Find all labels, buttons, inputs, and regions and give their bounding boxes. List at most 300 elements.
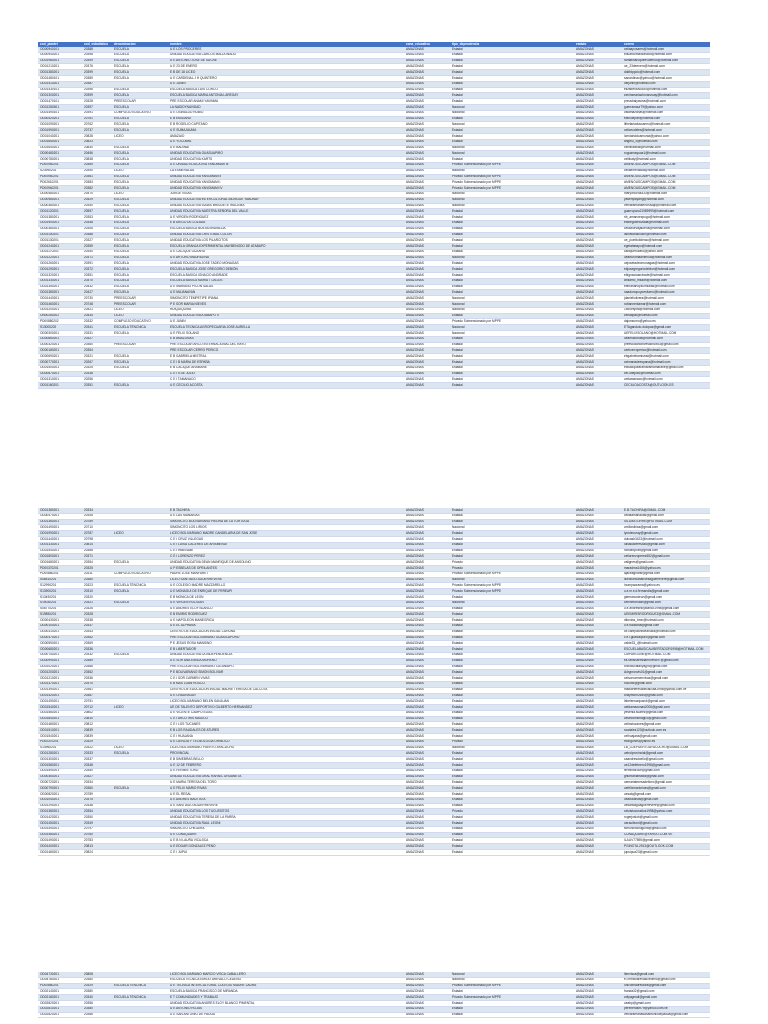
cell-nombre: ESCUELA BASICA MARIA ANTONIA LAREGAY bbox=[168, 93, 404, 99]
cell-correo: lyordecuray@gmail.com bbox=[622, 531, 710, 537]
cell-correo: ueabp@gmail.com bbox=[622, 1000, 710, 1006]
cell-tipo-dependencia: Estadal bbox=[450, 116, 574, 122]
table-body bbox=[38, 47, 710, 389]
cell-zona-educativa: AMAZONAS bbox=[404, 850, 450, 856]
cell-denominacion: ESCUELA bbox=[112, 267, 168, 273]
cell-denominacion: ESCUELA bbox=[112, 273, 168, 279]
cell-denominacion: ESCUELA bbox=[112, 226, 168, 232]
cell-estado: AMAZONAS bbox=[574, 774, 622, 780]
cell-cod-estadistico: 20370 bbox=[82, 681, 112, 687]
cell-cod-estadistico: 20328 bbox=[82, 612, 112, 618]
cell-nombre: C E I HUAJANA bbox=[168, 734, 404, 740]
cell-nombre: UNIDAD EDUCATIVA TERESA DE LA PARRA bbox=[168, 815, 404, 821]
cell-cod-estadistico: 20429 bbox=[82, 197, 112, 203]
cell-tipo-dependencia: Estadal bbox=[450, 676, 574, 682]
cell-correo: uesantiagoaguerrevere@gmail.com bbox=[622, 803, 710, 809]
cell-estado: AMAZONAS bbox=[574, 168, 622, 174]
cell-cod-estadistico: 20340 bbox=[82, 249, 112, 255]
cell-cod-estadistico: 20331 bbox=[82, 331, 112, 337]
cell-estado: AMAZONAS bbox=[574, 600, 622, 606]
cell-zona-educativa: AMAZONAS bbox=[404, 594, 450, 600]
cell-estado: AMAZONAS bbox=[574, 110, 622, 116]
cell-nombre: UNIDAD EDUCATIVA NUESTRA SEÑORA DEL VALLE bbox=[168, 209, 404, 215]
cell-zona-educativa: AMAZONAS bbox=[404, 670, 450, 676]
cell-zona-educativa: AMAZONAS bbox=[404, 360, 450, 366]
cell-denominacion: ESCUELA bbox=[112, 186, 168, 192]
cell-correo: veniaramariasanantoniodepadua@gmail.com bbox=[622, 1012, 710, 1018]
cell-cod-plantel: OD01040201 bbox=[38, 797, 82, 803]
cell-estado: AMAZONAS bbox=[574, 220, 622, 226]
cell-estado: AMAZONAS bbox=[574, 995, 622, 1001]
cell-nombre: U E VIRGEN RODRIGUEZ bbox=[168, 215, 404, 221]
cell-tipo-dependencia: Nacional bbox=[450, 168, 574, 174]
cell-cod-plantel: S14960201 bbox=[38, 745, 82, 751]
cell-cod-plantel: OD01330201 bbox=[38, 278, 82, 284]
cell-zona-educativa: AMAZONAS bbox=[404, 995, 450, 1001]
cell-cod-estadistico: 20396 bbox=[82, 87, 112, 93]
cell-cod-plantel: OD00100201 bbox=[38, 623, 82, 629]
cell-nombre: E B LOS RAUDALES DE ATURES bbox=[168, 728, 404, 734]
cell-cod-plantel: OD00940101 bbox=[38, 47, 82, 52]
cell-tipo-dependencia: Nacional bbox=[450, 110, 574, 116]
cell-cod-plantel: OD01290201 bbox=[38, 803, 82, 809]
cell-correo: cenlnmoroliar@gmail.com bbox=[622, 600, 710, 606]
cell-nombre: E B SIMEBRAS BELLO bbox=[168, 757, 404, 763]
cell-tipo-dependencia: Privado Subvencionado por MPPE bbox=[450, 583, 574, 589]
cell-cod-plantel: OD01410201 bbox=[38, 81, 82, 87]
cell-cod-plantel: OD01990201 bbox=[38, 128, 82, 134]
table-body bbox=[38, 508, 710, 855]
cell-tipo-dependencia: Estadal bbox=[450, 821, 574, 827]
cell-cod-plantel: OD01380201 bbox=[38, 215, 82, 221]
cell-denominacion: LICEO bbox=[112, 745, 168, 751]
cell-cod-estadistico: 20329 bbox=[82, 983, 112, 989]
cell-zona-educativa: AMAZONAS bbox=[404, 508, 450, 513]
cell-cod-estadistico: 20380 bbox=[82, 989, 112, 995]
cell-denominacion: ESCUELA bbox=[112, 278, 168, 284]
cell-cod-plantel: S08770201 bbox=[38, 606, 82, 612]
cell-estado: AMAZONAS bbox=[574, 792, 622, 798]
cell-cod-estadistico: 20737 bbox=[82, 128, 112, 134]
cell-estado: AMAZONAS bbox=[574, 232, 622, 238]
cell-cod-plantel: OD01240201 bbox=[38, 244, 82, 250]
cell-estado: AMAZONAS bbox=[574, 139, 622, 145]
cell-denominacion: ESCUELA bbox=[112, 203, 168, 209]
cell-correo: franda32@gmail.com bbox=[622, 989, 710, 995]
cell-tipo-dependencia: Estadal bbox=[450, 267, 574, 273]
cell-correo: ceilostucanes@gmail.com bbox=[622, 722, 710, 728]
cell-zona-educativa: AMAZONAS bbox=[404, 93, 450, 99]
cell-cod-estadistico: 20389 bbox=[82, 75, 112, 81]
cell-zona-educativa: AMAZONAS bbox=[404, 255, 450, 261]
cell-tipo-dependencia: Estadal bbox=[450, 232, 574, 238]
cell-tipo-dependencia: Estadal bbox=[450, 128, 574, 134]
cell-correo: grlurbanlartawa@gmail.com bbox=[622, 774, 710, 780]
cell-estado: AMAZONAS bbox=[574, 186, 622, 192]
cell-correo: uearturomadrilenua@hotmail.com bbox=[622, 255, 710, 261]
cell-cod-estadistico: 20371 bbox=[82, 255, 112, 261]
cell-nombre: E B GABRIELA MISTRAL bbox=[168, 354, 404, 360]
cell-cod-plantel: OD01020201 bbox=[38, 664, 82, 670]
cell-zona-educativa: AMAZONAS bbox=[404, 768, 450, 774]
cell-correo: AMENOUSCAMPOS@GMAIL.COM bbox=[622, 162, 710, 168]
cell-denominacion: ESCUELA bbox=[112, 47, 168, 52]
cell-denominacion: ESCUELA bbox=[112, 209, 168, 215]
cell-tipo-dependencia: Estadal bbox=[450, 786, 574, 792]
cell-cod-plantel: OD01540201 bbox=[38, 548, 82, 554]
cell-estado: AMAZONAS bbox=[574, 838, 622, 844]
cell-cod-estadistico: 20762 bbox=[82, 122, 112, 128]
cell-tipo-dependencia: Estadal bbox=[450, 365, 574, 371]
cell-cod-plantel: OD00980201 bbox=[38, 197, 82, 203]
cell-nombre: U E YOCOIMA bbox=[168, 139, 404, 145]
cell-estado: AMAZONAS bbox=[574, 681, 622, 687]
cell-cod-estadistico: 20387 bbox=[82, 81, 112, 87]
cell-cod-estadistico: 20789 bbox=[82, 792, 112, 798]
cell-nombre: C E I 5 DE JULIO bbox=[168, 371, 404, 377]
cell-zona-educativa: AMAZONAS bbox=[404, 267, 450, 273]
cell-correo: maradma1454@yahoo.es bbox=[622, 565, 710, 571]
cell-cod-estadistico: 20391 bbox=[82, 110, 112, 116]
cell-denominacion: ESCUELA bbox=[112, 162, 168, 168]
cell-nombre: LA ESMERALDA bbox=[168, 168, 404, 174]
cell-cod-estadistico: 20367 bbox=[82, 693, 112, 699]
cell-cod-plantel: OD01370201 bbox=[38, 681, 82, 687]
cell-denominacion: ESCUELA bbox=[112, 174, 168, 180]
cell-zona-educativa: AMAZONAS bbox=[404, 809, 450, 815]
cell-cod-estadistico: 20338 bbox=[82, 371, 112, 377]
cell-cod-plantel: PD00860201 bbox=[38, 571, 82, 577]
cell-correo: ebgabrielamistral@hotmail.com bbox=[622, 354, 710, 360]
cell-cod-plantel: PD00940201 bbox=[38, 174, 82, 180]
cell-nombre: E B CACIQUE ARAMARE bbox=[168, 365, 404, 371]
cell-denominacion: ESCUELA bbox=[112, 52, 168, 58]
cell-cod-plantel: OD01200201 bbox=[38, 670, 82, 676]
cell-cod-estadistico: 20337 bbox=[82, 623, 112, 629]
cell-zona-educativa: AMAZONAS bbox=[404, 99, 450, 105]
cell-nombre: CENTRO DE EDUCACION INICIAL MADRE TERESA DE CALCUTA bbox=[168, 687, 404, 693]
cell-cod-estadistico: 20368 bbox=[82, 548, 112, 554]
schools-table-1 bbox=[38, 42, 710, 389]
cell-cod-plantel: OD00380201 bbox=[38, 203, 82, 209]
cell-cod-estadistico: 20350 bbox=[82, 768, 112, 774]
cell-zona-educativa: AMAZONAS bbox=[404, 560, 450, 566]
cell-nombre: U E FELIX SOLANO bbox=[168, 331, 404, 337]
cell-zona-educativa: AMAZONAS bbox=[404, 710, 450, 716]
cell-cod-plantel: OD01460201 bbox=[38, 302, 82, 308]
cell-estado: AMAZONAS bbox=[574, 652, 622, 658]
cell-zona-educativa: AMAZONAS bbox=[404, 600, 450, 606]
cell-tipo-dependencia: Nacional bbox=[450, 600, 574, 606]
cell-denominacion: ESCUELA bbox=[112, 64, 168, 70]
cell-zona-educativa: AMAZONAS bbox=[404, 1012, 450, 1018]
cell-cod-plantel: OD01420201 bbox=[38, 815, 82, 821]
cell-correo: celiikaty@hotmail.com bbox=[622, 157, 710, 163]
cell-cod-estadistico: 20340 bbox=[82, 995, 112, 1001]
cell-estado: AMAZONAS bbox=[574, 278, 622, 284]
cell-estado: AMAZONAS bbox=[574, 116, 622, 122]
cell-tipo-dependencia: Estadal bbox=[450, 290, 574, 296]
cell-estado: AMAZONAS bbox=[574, 629, 622, 635]
cell-cod-plantel: S12990201 bbox=[38, 583, 82, 589]
cell-zona-educativa: AMAZONAS bbox=[404, 377, 450, 383]
cell-correo: elizadehlusocoo@hotmail.com bbox=[622, 87, 710, 93]
cell-cod-estadistico: 20345 bbox=[82, 513, 112, 519]
cell-zona-educativa: AMAZONAS bbox=[404, 383, 450, 389]
cell-zona-educativa: AMAZONAS bbox=[404, 331, 450, 337]
cell-nombre: C E I CRUZ VILLEGAS bbox=[168, 536, 404, 542]
cell-zona-educativa: AMAZONAS bbox=[404, 739, 450, 745]
header-denominacion: denominacion bbox=[112, 42, 168, 47]
cell-cod-plantel: OD01990201 bbox=[38, 531, 82, 537]
cell-estado: AMAZONAS bbox=[574, 722, 622, 728]
cell-estado: AMAZONAS bbox=[574, 354, 622, 360]
cell-estado: AMAZONAS bbox=[574, 803, 622, 809]
cell-cod-plantel: OD00820201 bbox=[38, 792, 82, 798]
cell-correo: williamo_msadri@hotmail.com bbox=[622, 278, 710, 284]
cell-nombre: UNIDAD EDUCATIVA LA INDEPENDENCIA bbox=[168, 652, 404, 658]
cell-zona-educativa: AMAZONAS bbox=[404, 751, 450, 757]
cell-nombre: U E ARTURO MADRILENA bbox=[168, 255, 404, 261]
cell-cod-plantel: OD01490201 bbox=[38, 826, 82, 832]
cell-estado: AMAZONAS bbox=[574, 972, 622, 977]
cell-cod-plantel: OD00590201 bbox=[38, 641, 82, 647]
cell-zona-educativa: AMAZONAS bbox=[404, 197, 450, 203]
cell-cod-estadistico: 20839 bbox=[82, 734, 112, 740]
cell-tipo-dependencia: Estadal bbox=[450, 354, 574, 360]
cell-correo: rib_amanoezpugo@hotmail.com bbox=[622, 215, 710, 221]
cell-estado: AMAZONAS bbox=[574, 513, 622, 519]
cell-zona-educativa: AMAZONAS bbox=[404, 203, 450, 209]
cell-estado: AMAZONAS bbox=[574, 325, 622, 331]
cell-zona-educativa: AMAZONAS bbox=[404, 336, 450, 342]
sheet-block-3 bbox=[38, 972, 710, 1018]
cell-nombre: CENTRO DE EDUCACION INICIAL CURUNA bbox=[168, 629, 404, 635]
cell-zona-educativa: AMAZONAS bbox=[404, 52, 450, 58]
cell-estado: AMAZONAS bbox=[574, 508, 622, 513]
cell-correo: ue12defebrero1998@gmail.com bbox=[622, 763, 710, 769]
cell-nombre: UNIDAD EDUCATIVA YANOMAMI II bbox=[168, 174, 404, 180]
cell-correo: UEFELIXSOLANO@HOTMAIL.COM bbox=[622, 331, 710, 337]
cell-cod-plantel: OD01320201 bbox=[38, 273, 82, 279]
cell-estado: AMAZONAS bbox=[574, 821, 622, 827]
cell-tipo-dependencia: Estadal bbox=[450, 261, 574, 267]
cell-tipo-dependencia: Estadal bbox=[450, 313, 574, 319]
cell-correo: jdanieliolivera@hotmail.com bbox=[622, 296, 710, 302]
cell-tipo-dependencia: Estadal bbox=[450, 826, 574, 832]
cell-zona-educativa: AMAZONAS bbox=[404, 722, 450, 728]
cell-cod-estadistico: 20356 bbox=[82, 1000, 112, 1006]
cell-correo: ueabautista@gmail.com bbox=[622, 797, 710, 803]
cell-nombre: UNIDAD EDUCATIVA LOS TUCUSSITOS bbox=[168, 809, 404, 815]
cell-nombre: C E I HIBENABI bbox=[168, 548, 404, 554]
cell-correo: e.t.emilioarevalocedeno@gmail.com bbox=[622, 977, 710, 983]
cell-zona-educativa: AMAZONAS bbox=[404, 191, 450, 197]
cell-zona-educativa: AMAZONAS bbox=[404, 284, 450, 290]
cell-zona-educativa: AMAZONAS bbox=[404, 519, 450, 525]
cell-correo: egetatabapo@hotmail.com bbox=[622, 244, 710, 250]
cell-cod-plantel: OD01640201 bbox=[38, 145, 82, 151]
cell-tipo-dependencia: Nacional bbox=[450, 325, 574, 331]
cell-estado: AMAZONAS bbox=[574, 983, 622, 989]
cell-cod-plantel: OD01380201 bbox=[38, 70, 82, 76]
cell-tipo-dependencia: Estadal bbox=[450, 1006, 574, 1012]
cell-cod-estadistico: 20336 bbox=[82, 676, 112, 682]
cell-nombre: UNIDAD EDUCATIVA KARTS bbox=[168, 157, 404, 163]
cell-estado: AMAZONAS bbox=[574, 133, 622, 139]
cell-tipo-dependencia: Estadal bbox=[450, 139, 574, 145]
cell-cod-plantel: OD01840201 bbox=[38, 716, 82, 722]
cell-cod-estadistico: 20256 bbox=[82, 377, 112, 383]
cell-nombre: U E JUNIN bbox=[168, 319, 404, 325]
cell-nombre: U E FERMIN TORO bbox=[168, 768, 404, 774]
cell-estado: AMAZONAS bbox=[574, 635, 622, 641]
cell-nombre: U E 23 DE ENERO bbox=[168, 64, 404, 70]
cell-tipo-dependencia: Estadal bbox=[450, 47, 574, 52]
cell-cod-plantel: OD01900201 bbox=[38, 220, 82, 226]
cell-estado: AMAZONAS bbox=[574, 336, 622, 342]
cell-correo: Icmdahddcamonia@yahoo.com bbox=[622, 133, 710, 139]
cell-cod-estadistico: 20710 bbox=[82, 525, 112, 531]
cell-denominacion: ESCUELA bbox=[112, 331, 168, 337]
cell-cod-estadistico: 20802 bbox=[82, 710, 112, 716]
cell-zona-educativa: AMAZONAS bbox=[404, 606, 450, 612]
cell-correo: SILLMATORRE@HOTMAIL.COM bbox=[622, 519, 710, 525]
cell-nombre: U E TECNICA INTERCULTURAL COLEGIO MADRE LAURA bbox=[168, 983, 404, 989]
cell-tipo-dependencia: Estadal bbox=[450, 1012, 574, 1018]
cell-denominacion: ESCUELA bbox=[112, 751, 168, 757]
cell-correo: PGINOTA.2913@OUTLOOK.COM bbox=[622, 844, 710, 850]
cell-nombre: ESCUELA BASICA LUIS CORCO bbox=[168, 87, 404, 93]
header-tipo-dependencia: tipo_dependencia bbox=[450, 42, 574, 47]
cell-zona-educativa: AMAZONAS bbox=[404, 536, 450, 542]
cell-denominacion: LICEO bbox=[112, 307, 168, 313]
cell-cod-plantel: OD00770201 bbox=[38, 360, 82, 366]
cell-correo: noozoil@gmail.com bbox=[622, 681, 710, 687]
cell-tipo-dependencia: Nacional bbox=[450, 296, 574, 302]
cell-zona-educativa: AMAZONAS bbox=[404, 803, 450, 809]
cell-zona-educativa: AMAZONAS bbox=[404, 261, 450, 267]
cell-correo: uetdamazonas2006@gmail.com bbox=[622, 705, 710, 711]
cell-cod-plantel: OD01480201 bbox=[38, 850, 82, 856]
cell-estado: AMAZONAS bbox=[574, 768, 622, 774]
header-correo: correo bbox=[622, 42, 710, 47]
cell-zona-educativa: AMAZONAS bbox=[404, 797, 450, 803]
cell-nombre: P E BOLIVARIANO SIMON BOLIVAR bbox=[168, 670, 404, 676]
cell-estado: AMAZONAS bbox=[574, 249, 622, 255]
cell-cod-estadistico: 20326 bbox=[82, 606, 112, 612]
cell-zona-educativa: AMAZONAS bbox=[404, 832, 450, 838]
cell-nombre: LA NADIDYNAVIDAD bbox=[168, 104, 404, 110]
cell-cod-plantel: OD01420201 bbox=[38, 693, 82, 699]
cell-cod-estadistico: 20369 bbox=[82, 641, 112, 647]
cell-estado: AMAZONAS bbox=[574, 157, 622, 163]
cell-zona-educativa: AMAZONAS bbox=[404, 699, 450, 705]
cell-denominacion: ESCUELA bbox=[112, 75, 168, 81]
cell-estado: AMAZONAS bbox=[574, 302, 622, 308]
cell-zona-educativa: AMAZONAS bbox=[404, 104, 450, 110]
cell-correo: ueraulleoni@gmail.com bbox=[622, 821, 710, 827]
cell-cod-plantel: OD00320201 bbox=[38, 342, 82, 348]
cell-estado: AMAZONAS bbox=[574, 641, 622, 647]
cell-cod-plantel: S13490201 bbox=[38, 594, 82, 600]
cell-tipo-dependencia: Privado bbox=[450, 739, 574, 745]
cell-cod-plantel: OD01040201 bbox=[38, 133, 82, 139]
cell-nombre: U P ESBELAS DE OPEILANTES bbox=[168, 565, 404, 571]
cell-tipo-dependencia: Privado Subvencionado por MPPE bbox=[450, 589, 574, 595]
cell-correo: gtemarcodeon@gmail.com bbox=[622, 594, 710, 600]
cell-nombre: U E CIENCIA Y TECNOLOGIA ORINOCO bbox=[168, 739, 404, 745]
cell-denominacion: ESCUELA bbox=[112, 220, 168, 226]
cell-nombre: ESCUELA BASICA NUEVA BRUNILDA bbox=[168, 226, 404, 232]
cell-estado: AMAZONAS bbox=[574, 93, 622, 99]
cell-cod-estadistico: 20350 bbox=[82, 815, 112, 821]
cell-denominacion: ESCUELA bbox=[112, 786, 168, 792]
cell-denominacion: ESCUELA bbox=[112, 197, 168, 203]
cell-tipo-dependencia: Privado Subvencionado por MPPE bbox=[450, 319, 574, 325]
cell-correo: yesenia.suarez@gmail.com bbox=[622, 710, 710, 716]
cell-cod-estadistico: 20361 bbox=[82, 687, 112, 693]
cell-cod-estadistico: 20369 bbox=[82, 162, 112, 168]
cell-tipo-dependencia: Privado Subvencionado por MPPE bbox=[450, 983, 574, 989]
cell-correo: ek.seranaemiliamoreno97@gmail.com bbox=[622, 658, 710, 664]
cell-cod-estadistico: 20325 bbox=[82, 365, 112, 371]
cell-tipo-dependencia: Estadal bbox=[450, 687, 574, 693]
cell-tipo-dependencia: Estadal bbox=[450, 536, 574, 542]
cell-cod-plantel: OD01480101 bbox=[38, 75, 82, 81]
cell-nombre: C E I LOS TUCANES bbox=[168, 722, 404, 728]
cell-cod-estadistico: 20787 bbox=[82, 531, 112, 537]
cell-tipo-dependencia: Estadal bbox=[450, 93, 574, 99]
cell-cod-plantel: OD01650201 bbox=[38, 139, 82, 145]
cell-correo: ESCUELABASICALIBERTADOR1998@HOTMAIL.COM bbox=[622, 647, 710, 653]
cell-tipo-dependencia: Nacional bbox=[450, 191, 574, 197]
cell-correo: uemariateresadeltoro@gmail.com bbox=[622, 780, 710, 786]
cell-nombre: PRE ESCOLAR ANAMI YAVINMA bbox=[168, 99, 404, 105]
cell-cod-estadistico: 20761 bbox=[82, 116, 112, 122]
table-body bbox=[38, 972, 710, 1018]
cell-estado: AMAZONAS bbox=[574, 348, 622, 354]
cell-nombre: LICEO BOLIVARIANO BELEN SANJUAN bbox=[168, 699, 404, 705]
cell-denominacion: ESCUELA bbox=[112, 145, 168, 151]
cell-tipo-dependencia: Estadal bbox=[450, 635, 574, 641]
cell-correo: ue_puebloliderao@hotmail.com bbox=[622, 238, 710, 244]
cell-correo: celuistucussitos1998@yahoo.com bbox=[622, 809, 710, 815]
cell-correo: E.B.TACHIRA@GMAIL.COM bbox=[622, 508, 710, 513]
cell-estado: AMAZONAS bbox=[574, 273, 622, 279]
cell-tipo-dependencia: Estadal bbox=[450, 989, 574, 995]
cell-estado: AMAZONAS bbox=[574, 989, 622, 995]
cell-cod-estadistico: 20391 bbox=[82, 261, 112, 267]
cell-zona-educativa: AMAZONAS bbox=[404, 278, 450, 284]
cell-zona-educativa: AMAZONAS bbox=[404, 681, 450, 687]
cell-correo: celiazuevajaluena@hotmail.com bbox=[622, 226, 710, 232]
cell-correo: uesalq@gmail.com bbox=[622, 792, 710, 798]
cell-denominacion: ESCUELA bbox=[112, 249, 168, 255]
cell-correo: cenaapal@hotmail.com bbox=[622, 313, 710, 319]
cell-nombre: E B DE 18 LICEO bbox=[168, 70, 404, 76]
cell-tipo-dependencia: Estadal bbox=[450, 629, 574, 635]
cell-estado: AMAZONAS bbox=[574, 238, 622, 244]
cell-nombre: U E SANTIAGO AGUERREVERE bbox=[168, 803, 404, 809]
cell-tipo-dependencia: Estadal bbox=[450, 548, 574, 554]
cell-tipo-dependencia: Estadal bbox=[450, 519, 574, 525]
cell-cod-plantel: S19030201 bbox=[38, 600, 82, 606]
cell-cod-plantel: OD01490101 bbox=[38, 110, 82, 116]
cell-correo: ceitamanaco@hotmail.com bbox=[622, 377, 710, 383]
cell-tipo-dependencia: Estadal bbox=[450, 220, 574, 226]
cell-nombre: AMAZAIO bbox=[168, 133, 404, 139]
